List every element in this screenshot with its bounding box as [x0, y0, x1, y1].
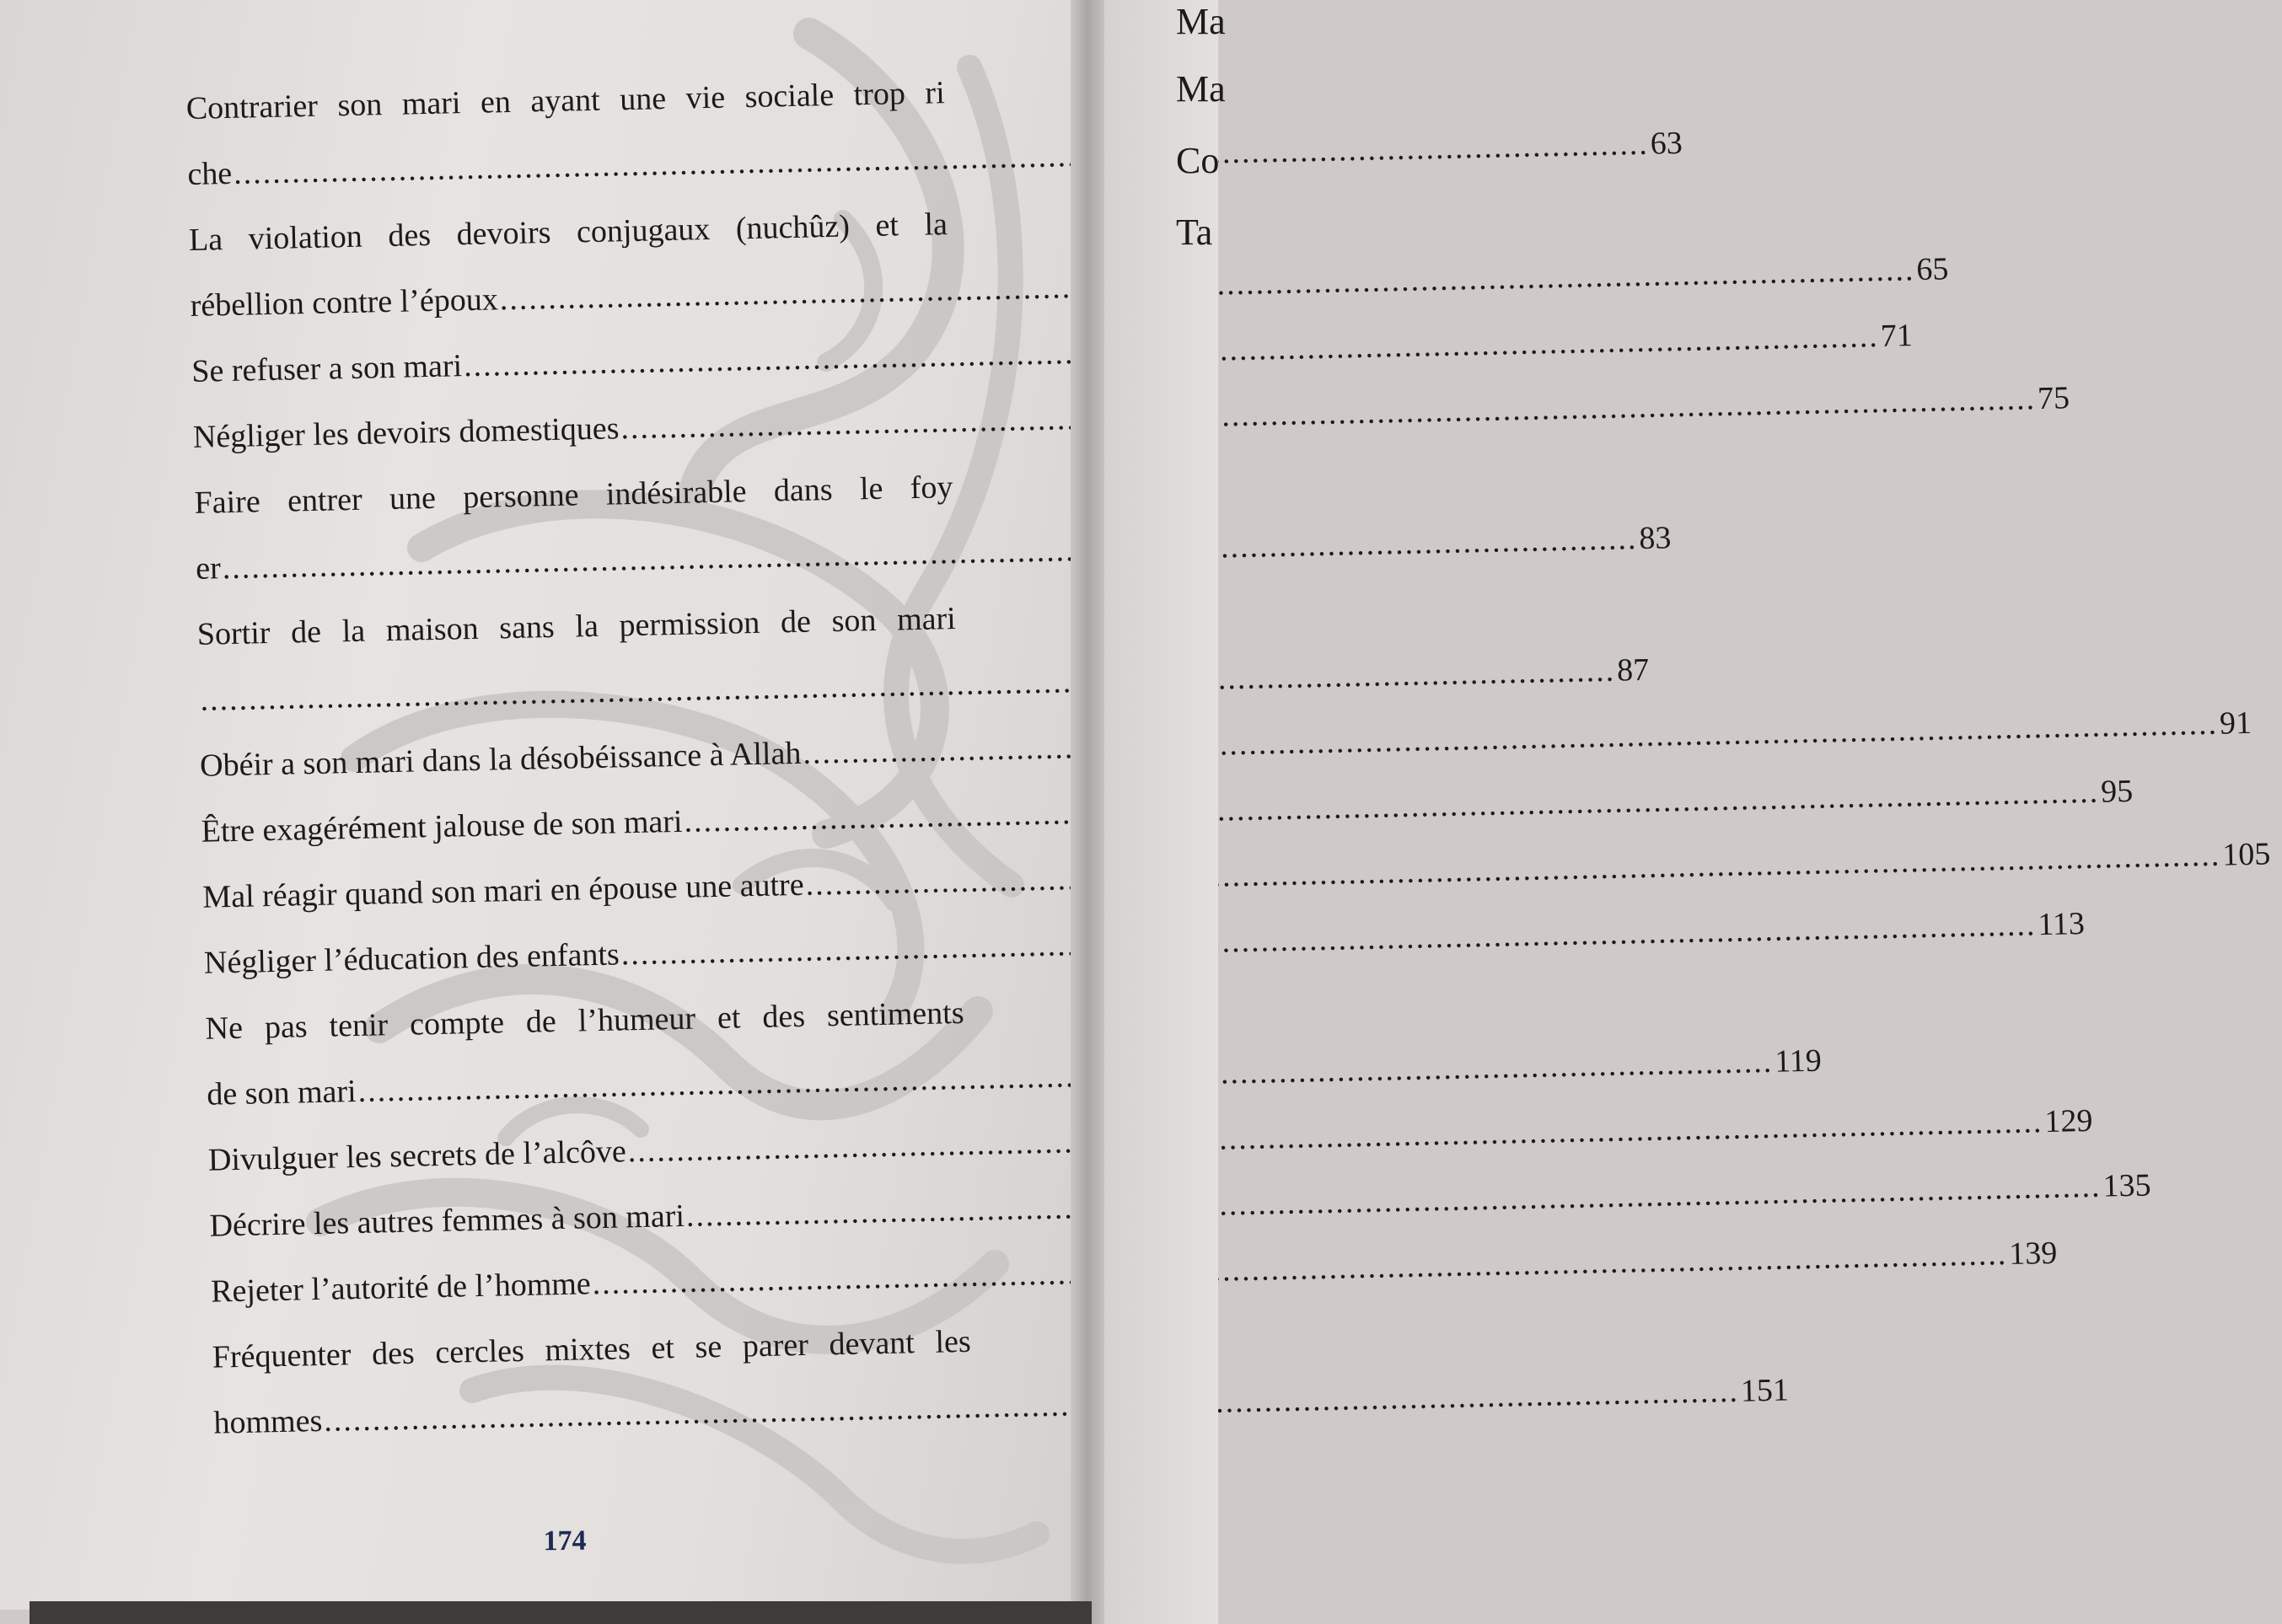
toc-page-number: 151: [1740, 1372, 1790, 1409]
toc-entry-title-end: de son mari: [206, 1074, 357, 1112]
toc-entry-title: Faire entrer une personne indésirable dans le foy: [194, 469, 953, 521]
toc-page-number: 65: [1915, 251, 1949, 288]
toc-page-number: 83: [1638, 520, 1672, 557]
toc-entry: [196, 586, 1650, 733]
toc-entry-title-end: che: [187, 155, 233, 192]
book-gutter: [1071, 0, 1104, 1624]
toc-entry-title: Rejeter l’autorité de l’homme: [210, 1266, 592, 1310]
page-bottom-edge: [30, 1601, 1092, 1624]
facing-page-text: Co: [1176, 140, 1220, 181]
toc-page-number: 75: [2037, 380, 2070, 417]
toc-page-number: 135: [2102, 1167, 2151, 1204]
toc-page-number: 95: [2100, 773, 2134, 810]
toc-entry-title: Décrire les autres femmes à son mari: [209, 1198, 685, 1244]
facing-page-text: Ta: [1176, 212, 1213, 253]
toc-entry-title: Sortir de la maison sans la permission de son mari: [196, 601, 957, 652]
toc-entry-title: La violation des devoirs conjugaux (nuchûz) et la: [188, 206, 948, 258]
toc-entry: [212, 1309, 1790, 1456]
facing-page-text: Ma: [1176, 68, 1226, 110]
toc-page-number: 71: [1880, 318, 1914, 354]
toc-entry-title-end: er: [195, 550, 222, 587]
toc-page-number: 87: [1616, 651, 1650, 689]
toc-entry-title-end: hommes: [213, 1402, 323, 1441]
toc-page-number: 105: [2221, 836, 2271, 873]
toc-entry-title: Se refuser a son mari: [191, 348, 463, 389]
toc-entry: [194, 454, 1672, 602]
page-number: 174: [543, 1525, 587, 1557]
facing-page-text: Ma: [1176, 1, 1226, 42]
toc-entry: [205, 980, 1823, 1128]
toc-entry-title: Négliger l’éducation des enfants: [203, 936, 620, 981]
toc-page-number: 139: [2008, 1235, 2058, 1272]
toc-page-number: 129: [2043, 1102, 2093, 1140]
toc-page-number: 91: [2219, 705, 2252, 742]
toc-entry-title: Contrarier son mari en ayant une vie sociale trop ri: [185, 75, 946, 126]
toc-entry-title: Fréquenter des cercles mixtes et se parer devant les: [212, 1323, 972, 1375]
toc-entry-title: Négliger les devoirs domestiques: [192, 410, 620, 455]
toc-page-number: 63: [1650, 125, 1683, 162]
toc-page-number: 119: [1774, 1042, 1823, 1080]
toc-entry-title: Mal réagir quand son mari en épouse une autre: [201, 866, 805, 915]
toc-entry-title: Divulguer les secrets de l’alcôve: [207, 1134, 627, 1178]
toc-entry-title-end: rébellion contre l’époux: [190, 281, 499, 324]
toc-page-number: 113: [2037, 906, 2086, 943]
toc-entry-title: Être exagérément jalouse de son mari: [201, 803, 683, 850]
toc-entry-title: Ne pas tenir compte de l’humeur et des sentiments: [205, 994, 964, 1047]
toc-entry-title: Obéir a son mari dans la désobéissance à Allah: [199, 735, 802, 784]
toc-entry: [185, 60, 1683, 207]
